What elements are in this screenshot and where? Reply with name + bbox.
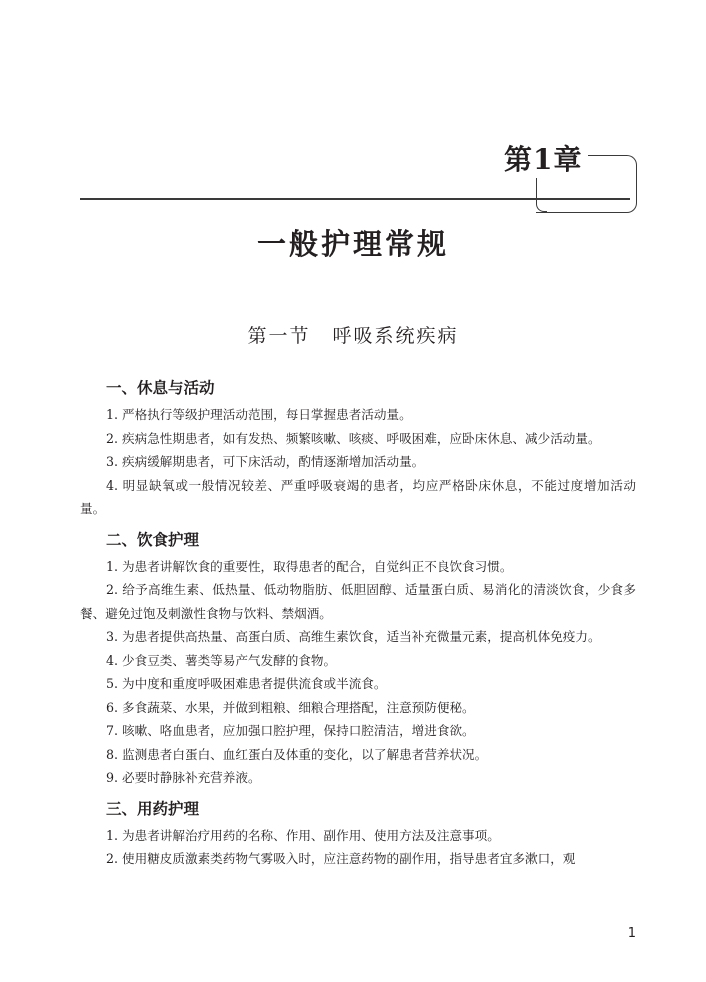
list-item: 4. 明显缺氧或一般情况较差、严重呼吸衰竭的患者，均应严格卧床休息，不能过度增加活动量。 — [80, 477, 636, 516]
section-title — [0, 321, 706, 348]
list-item: 1. 严格执行等级护理活动范围，每日掌握患者活动量。 — [106, 407, 412, 422]
list-item: 6. 多食蔬菜、水果，并做到粗粮、细粮合理搭配，注意预防便秘。 — [106, 699, 475, 715]
list-item: 1. 为患者讲解治疗用药的名称、作用、副作用、使用方法及注意事项。 — [106, 827, 500, 843]
section-number: 第一节 — [247, 325, 311, 347]
list-item: 3. 为患者提供高热量、高蛋白质、高维生素饮食，适当补充微量元素，提高机体免疫力。 — [106, 629, 601, 644]
chapter-header-bracket-stub — [536, 178, 547, 212]
list-item: 3. 疾病缓解期患者，可下床活动，酌情逐渐增加活动量。 — [106, 454, 425, 469]
subsection-heading-medication: 三、用药护理 — [106, 799, 200, 818]
section-name: 呼吸系统疾病 — [332, 325, 459, 347]
list-item: 9. 必要时静脉补充营养液。 — [106, 770, 261, 785]
chapter-label: 第1章 — [500, 138, 588, 178]
list-item: 2. 疾病急性期患者，如有发热、频繁咳嗽、咳痰、呼吸困难，应卧床休息、减少活动量。 — [106, 430, 601, 446]
page-number: 1 — [627, 926, 636, 941]
list-item: 8. 监测患者白蛋白、血红蛋白及体重的变化，以了解患者营养状况。 — [106, 746, 488, 762]
body-content — [80, 377, 636, 871]
list-item: 1. 为患者讲解饮食的重要性，取得患者的配合，自觉纠正不良饮食习惯。 — [106, 558, 513, 574]
subsection-heading-rest: 一、休息与活动 — [106, 379, 215, 397]
page-title: 一般护理常规 — [256, 227, 449, 261]
list-item: 2. 给予高维生素、低热量、低动物脂肪、低胆固醇、适量蛋白质、易消化的清淡饮食，少食多餐、避免过饱及刺激性食物与饮料、禁烟酒。 — [80, 582, 636, 621]
list-item: 5. 为中度和重度呼吸困难患者提供流食或半流食。 — [106, 676, 387, 691]
subsection-heading-diet: 二、饮食护理 — [106, 530, 200, 549]
list-item: 7. 咳嗽、咯血患者，应加强口腔护理，保持口腔清洁，增进食欲。 — [106, 723, 475, 738]
list-item: 2. 使用糖皮质激素类药物气雾吸入时，应注意药物的副作用，指导患者宜多漱口，观 — [106, 851, 576, 866]
list-item: 4. 少食豆类、薯类等易产气发酵的食物。 — [106, 652, 337, 668]
